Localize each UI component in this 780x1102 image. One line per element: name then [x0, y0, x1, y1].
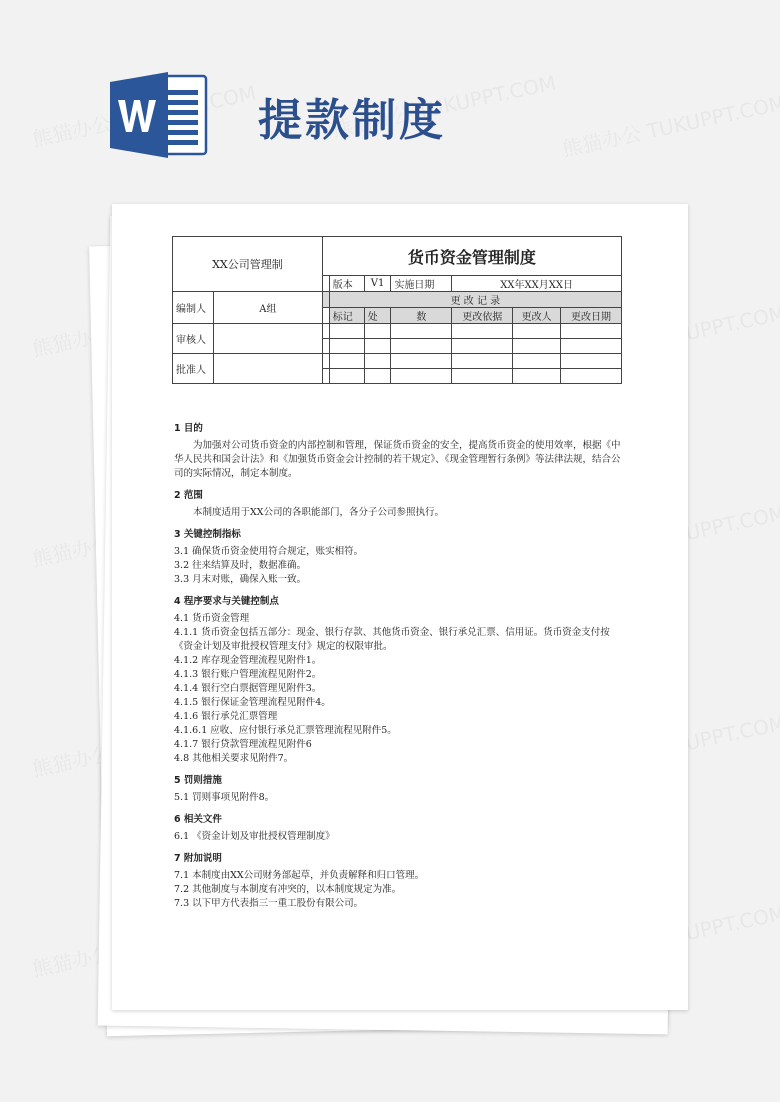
change-cell [561, 354, 622, 369]
page-title: 提款制度 [258, 95, 446, 146]
role-label: 编制人 [173, 292, 214, 324]
change-cell [364, 354, 391, 369]
change-cell [329, 354, 364, 369]
section-heading: 6 相关文件 [174, 814, 222, 825]
change-column-header: 处 [364, 308, 391, 324]
role-value: A组 [214, 292, 323, 324]
change-column-header: 数 [391, 308, 452, 324]
version-label: 版本 [329, 276, 364, 292]
list-item: 5.1 罚则事项见附件8。 [174, 792, 275, 803]
change-cell [364, 324, 391, 339]
change-cell [364, 339, 391, 354]
change-cell [452, 339, 513, 354]
word-logo-icon [108, 70, 208, 160]
effective-date-label: 实施日期 [391, 276, 452, 292]
list-item: 3.3 月末对账，确保入账一致。 [174, 574, 307, 585]
document-body [174, 414, 624, 911]
change-cell [513, 339, 561, 354]
section-heading: 2 范围 [174, 490, 203, 501]
change-cell [561, 369, 622, 384]
paragraph: 为加强对公司货币资金的内部控制和管理，保证货币资金的安全，提高货币资金的使用效率，根据《中华人民共和国会计法》和《加强货币资金会计控制的若干规定》、《现金管理暂行条例》等法律法规，结合公司的实际情况，制定本制度。 [174, 440, 621, 479]
role-label: 批准人 [173, 354, 214, 384]
empty-cell [322, 308, 329, 324]
list-item: 4.1.2 库存现金管理流程见附件1。 [174, 655, 322, 666]
change-cell [561, 339, 622, 354]
role-label: 审核人 [173, 324, 214, 354]
empty-cell [322, 339, 329, 354]
empty-cell [322, 354, 329, 369]
list-item: 7.3 以下甲方代表指三一重工股份有限公司。 [174, 898, 364, 909]
document-info-table [172, 236, 622, 384]
list-item: 6.1 《资金计划及审批授权管理制度》 [174, 831, 335, 842]
change-cell [391, 369, 452, 384]
change-cell [561, 324, 622, 339]
role-value [214, 354, 323, 384]
change-cell [391, 354, 452, 369]
change-cell [513, 324, 561, 339]
paragraph: 本制度适用于XX公司的各职能部门，各分子公司参照执行。 [193, 507, 445, 518]
document-page [112, 204, 688, 1010]
company-name-cell: XX公司管理制 [173, 237, 323, 292]
version-value: V1 [364, 276, 391, 292]
list-item: 7.2 其他制度与本制度有冲突的，以本制度规定为准。 [174, 884, 402, 895]
section-heading: 7 附加说明 [174, 853, 222, 864]
list-item: 4.8 其他相关要求见附件7。 [174, 753, 294, 764]
list-item: 3.2 往来结算及时，数据准确。 [174, 560, 307, 571]
section-heading: 4 程序要求与关键控制点 [174, 596, 279, 607]
change-cell [329, 324, 364, 339]
header-banner [108, 70, 708, 160]
list-item: 4.1.4 银行空白票据管理见附件3。 [174, 683, 322, 694]
change-cell [513, 354, 561, 369]
empty-cell [322, 324, 329, 339]
change-record-title: 更 改 记 录 [329, 292, 621, 308]
list-item: 4.1.5 银行保证金管理流程见附件4。 [174, 697, 331, 708]
change-column-header: 更改依据 [452, 308, 513, 324]
change-cell [391, 339, 452, 354]
list-item: 4.1.1 货币资金包括五部分：现金、银行存款、其他货币资金、银行承兑汇票、信用证。货币资金支付按《资金计划及审批授权管理支付》规定的权限审批。 [174, 627, 610, 652]
list-item: 4.1.7 银行贷款管理流程见附件6 [174, 739, 312, 750]
change-cell [452, 354, 513, 369]
list-item: 4.1 货币资金管理 [174, 613, 250, 624]
list-item: 3.1 确保货币资金使用符合规定，账实相符。 [174, 546, 364, 557]
section-heading: 3 关键控制指标 [174, 529, 241, 540]
change-cell [391, 324, 452, 339]
change-cell [513, 369, 561, 384]
list-item: 4.1.6 银行承兑汇票管理 [174, 711, 278, 722]
empty-cell [322, 292, 329, 308]
change-cell [329, 369, 364, 384]
effective-date-value: XX年XX月XX日 [452, 276, 622, 292]
section-heading: 5 罚则措施 [174, 775, 222, 786]
list-item: 7.1 本制度由XX公司财务部起草，并负责解释和归口管理。 [174, 870, 425, 881]
empty-cell [322, 276, 329, 292]
change-cell [452, 324, 513, 339]
change-column-header: 更改人 [513, 308, 561, 324]
change-cell [329, 339, 364, 354]
section-heading: 1 目的 [174, 423, 203, 434]
role-value [214, 324, 323, 354]
empty-cell [322, 369, 329, 384]
change-cell [364, 369, 391, 384]
list-item: 4.1.3 银行账户管理流程见附件2。 [174, 669, 322, 680]
document-title-cell: 货币资金管理制度 [322, 237, 621, 276]
change-column-header: 标记 [329, 308, 364, 324]
change-cell [452, 369, 513, 384]
change-column-header: 更改日期 [561, 308, 622, 324]
list-item: 4.1.6.1 应收、应付银行承兑汇票管理流程见附件5。 [174, 725, 397, 736]
